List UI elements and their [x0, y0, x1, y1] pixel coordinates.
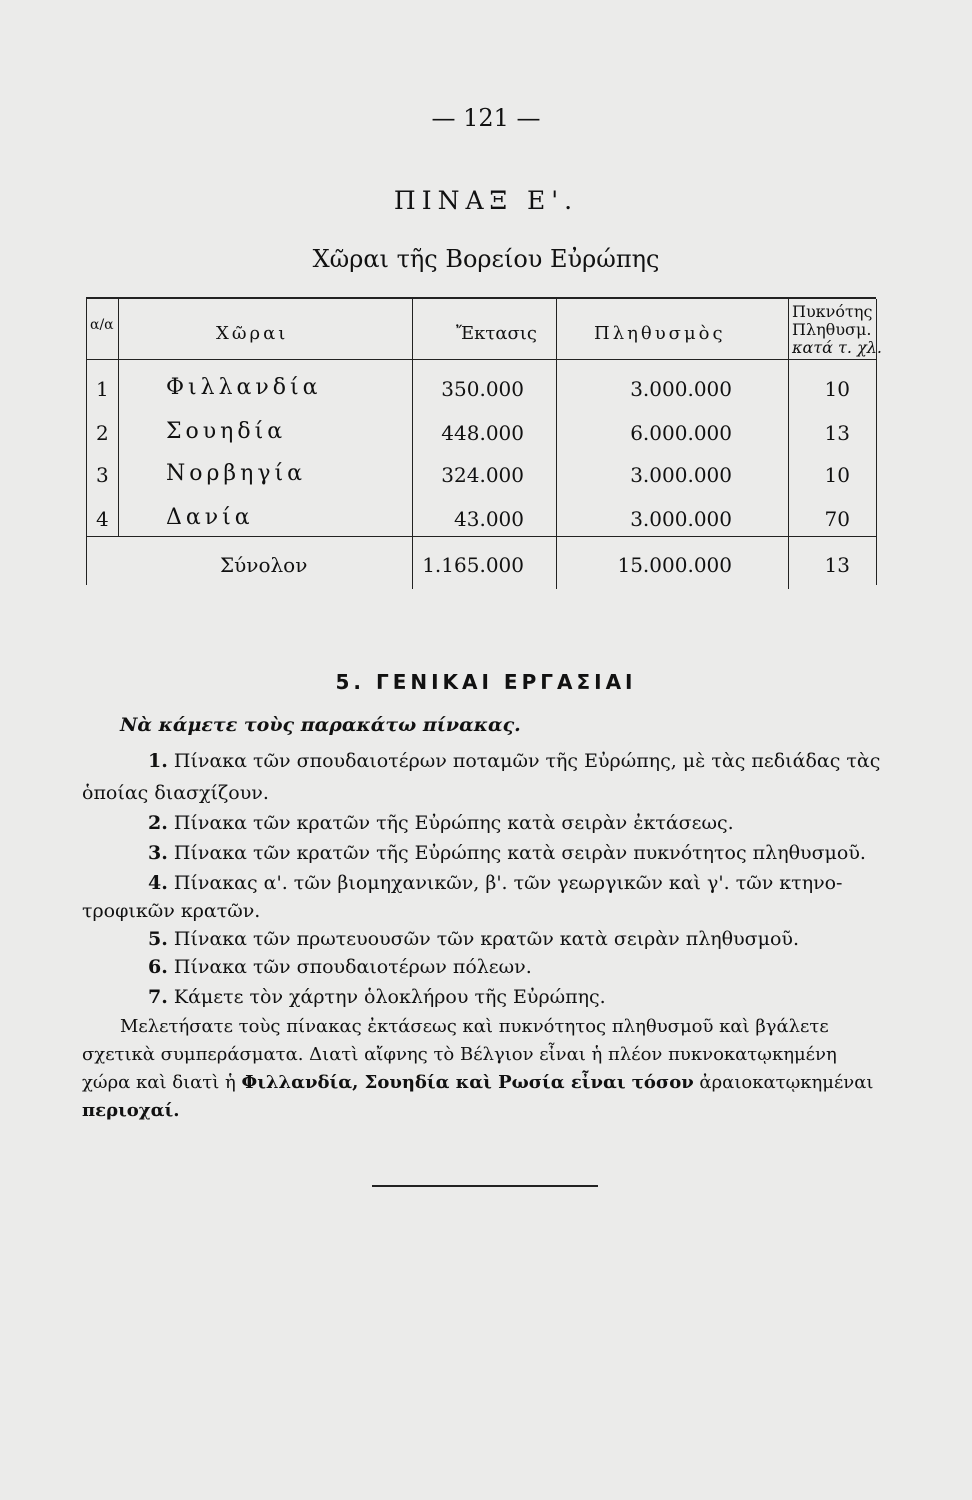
item-3-text: Πίνακα τῶν κρατῶν τῆς Εὐρώπης κατὰ σειρὰν πυκνότητος πληθυσμοῦ.	[173, 842, 866, 864]
total-divider	[86, 536, 876, 537]
closing-line-3-part-a: χώρα καὶ διατὶ ἡ	[82, 1072, 242, 1093]
row-2-density: 13	[824, 421, 850, 445]
item-2	[148, 812, 734, 834]
col-divider-index	[118, 299, 119, 536]
item-7	[148, 986, 606, 1008]
item-3	[148, 842, 866, 864]
row-2-index: 2	[96, 421, 109, 445]
item-5-number: 5.	[148, 928, 168, 950]
row-4-density: 70	[824, 507, 850, 531]
item-1-line-1	[148, 750, 880, 772]
row-2-area: 448.000	[441, 421, 524, 445]
row-1-index: 1	[96, 377, 109, 401]
total-population: 15.000.000	[617, 553, 732, 577]
header-density-1: Πυκνότης	[792, 302, 873, 321]
closing-line-2: σχετικὰ συμπεράσματα. Διατὶ αἴφνης τὸ Βέλγιον εἶναι ἡ πλέον πυκνοκατῳκημένη	[82, 1044, 837, 1065]
row-2-population: 6.000.000	[630, 421, 732, 445]
row-3-population: 3.000.000	[630, 463, 732, 487]
col-divider-country	[412, 299, 413, 589]
header-population: Πληθυσμὸς	[594, 323, 726, 344]
closing-line-1: Μελετήσατε τοὺς πίνακας ἐκτάσεως καὶ πυκνότητος πληθυσμοῦ καὶ βγάλετε	[120, 1016, 829, 1037]
item-1-line-2: ὁποίας διασχίζουν.	[82, 782, 269, 804]
row-1-area: 350.000	[441, 377, 524, 401]
col-divider-population	[788, 299, 789, 589]
countries-table	[86, 297, 882, 585]
row-3-area: 324.000	[441, 463, 524, 487]
left-border	[86, 299, 87, 585]
header-density-3: κατά τ. χλ.	[792, 338, 882, 357]
row-2-country: Σουηδία	[166, 419, 287, 444]
row-4-country: Δανία	[166, 505, 254, 530]
item-4-line-1	[148, 872, 842, 894]
row-4-population: 3.000.000	[630, 507, 732, 531]
item-2-text: Πίνακα τῶν κρατῶν τῆς Εὐρώπης κατὰ σειρὰν ἐκτάσεως.	[173, 812, 734, 834]
item-3-number: 3.	[148, 842, 168, 864]
item-4-number: 4.	[148, 872, 168, 894]
item-6-number: 6.	[148, 956, 168, 978]
col-divider-area	[556, 299, 557, 589]
item-4-text: Πίνακας α'. τῶν βιομηχανικῶν, β'. τῶν γεωργικῶν καὶ γ'. τῶν κτηνο-	[173, 872, 843, 894]
header-density-2: Πληθυσμ.	[792, 320, 872, 339]
row-4-index: 4	[96, 507, 109, 531]
page-number: — 121 —	[431, 104, 541, 132]
header-index: α/α	[90, 317, 114, 333]
header-area: Ἔκτασις	[456, 323, 537, 344]
item-1-number: 1.	[148, 750, 168, 772]
row-4-area: 43.000	[454, 507, 524, 531]
closing-line-3-part-c: ἀραιοκατῳκημέναι	[693, 1072, 874, 1093]
item-7-text: Κάμετε τὸν χάρτην ὁλοκλήρου τῆς Εὐρώπης.	[173, 986, 606, 1008]
row-1-density: 10	[824, 377, 850, 401]
section-intro: Νὰ κάμετε τοὺς παρακάτω πίνακας.	[120, 714, 521, 736]
item-5-text: Πίνακα τῶν πρωτευουσῶν τῶν κρατῶν κατὰ σειρὰν πληθυσμοῦ.	[173, 928, 799, 950]
row-3-index: 3	[96, 463, 109, 487]
item-6-text: Πίνακα τῶν σπουδαιοτέρων πόλεων.	[173, 956, 532, 978]
closing-line-3-part-b: Φιλλανδία, Σουηδία καὶ Ρωσία εἶναι τόσον	[241, 1072, 694, 1093]
total-density: 13	[824, 553, 850, 577]
item-1-text: Πίνακα τῶν σπουδαιοτέρων ποταμῶν τῆς Εὐρώπης, μὲ τὰς πεδιάδας τὰς	[173, 750, 881, 772]
table-label: ΠΙΝΑΞ Ε'.	[393, 186, 579, 215]
end-rule	[372, 1185, 598, 1187]
row-3-country: Νορβηγία	[166, 461, 306, 486]
item-2-number: 2.	[148, 812, 168, 834]
row-3-density: 10	[824, 463, 850, 487]
item-5	[148, 928, 799, 950]
section-heading: 5. ΓΕΝΙΚΑΙ ΕΡΓΑΣΙΑΙ	[335, 670, 637, 694]
table-title: Χῶραι τῆς Βορείου Εὐρώπης	[312, 245, 660, 273]
row-1-population: 3.000.000	[630, 377, 732, 401]
closing-line-4: περιοχαί.	[82, 1100, 180, 1121]
total-area: 1.165.000	[422, 553, 524, 577]
header-country: Χῶραι	[216, 323, 289, 344]
closing-line-3	[82, 1072, 873, 1093]
total-label: Σύνολον	[220, 553, 308, 577]
item-4-line-2: τροφικῶν κρατῶν.	[82, 900, 261, 922]
row-1-country: Φιλλανδία	[166, 375, 322, 400]
header-divider	[86, 359, 876, 360]
item-7-number: 7.	[148, 986, 168, 1008]
item-6	[148, 956, 532, 978]
